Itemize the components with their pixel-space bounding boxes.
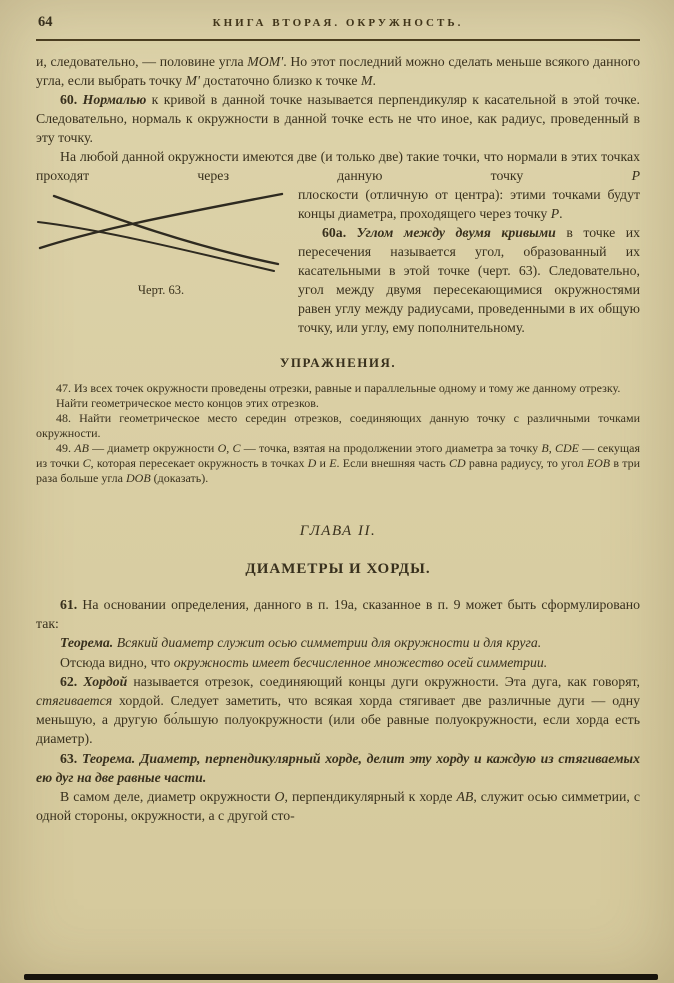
run: 49. [56, 441, 75, 455]
exercise-49 [36, 441, 640, 486]
theorem-statement: Всякий диаметр служит осью симметрии для окружности и для круга. [116, 635, 542, 651]
run-term: Углом между двумя кривыми [356, 225, 556, 240]
run-math: O [274, 789, 285, 805]
run: в три раза больше угла [36, 456, 641, 485]
run-math: B, CDE [541, 441, 579, 455]
running-title: КНИГА ВТОРАЯ. ОКРУЖНОСТЬ. [212, 17, 464, 29]
run: На основании определения, данного в п. 19а, сказанное в п. 9 может быть сформулировано так: [36, 597, 641, 632]
run-term: Хордой [83, 673, 128, 689]
run-math: EOB [586, 456, 611, 470]
run-emphasis: стягивается [36, 693, 113, 709]
run: , которая пересекает окружность в точках [90, 456, 308, 470]
run: (доказать). [150, 471, 209, 485]
section-number: 60. [60, 92, 83, 107]
figure-chart-63 [36, 188, 286, 322]
run: и, следовательно, — половине угла [36, 54, 248, 69]
run-math: P [550, 206, 560, 221]
exercise-47-task: Найти геометрическое место концов этих отрезков. [56, 396, 319, 410]
paragraph-section-63 [36, 749, 640, 787]
page-header [36, 13, 640, 35]
run-term: Нормалью [82, 92, 147, 107]
paragraph-theorem-61 [36, 633, 640, 652]
section-number: 63. [60, 750, 82, 766]
run-math: E [329, 456, 337, 470]
run: плоскости (отличную от центра): этими точками будут концы диаметра, проходящего через точку [298, 187, 640, 221]
run-math: MOM' [247, 54, 284, 69]
run-math: AB [74, 441, 89, 455]
run: . Если внешняя часть [336, 456, 449, 470]
run-emphasis: окружность имеет бесчисленное множество осей симметрии. [173, 654, 548, 670]
run: — точка, взятая на продолжении этого диаметра за точку [240, 441, 542, 455]
run: — диаметр окружности [88, 441, 218, 455]
main-text [36, 52, 640, 825]
run: — секущая из точки [36, 441, 640, 470]
chapter-text [36, 595, 640, 825]
run-math: CD [448, 456, 466, 470]
section-number: 61. [60, 597, 83, 612]
run: хордой. Следует заметить, что всякая хорда стягивает две различные дуги — одну меньшую, а другую бо́льшую полуокружности (или обе равные полуокружности, если хорда есть диаметр). [36, 693, 640, 747]
section-number: 62. [60, 673, 84, 689]
run-math: DOB [126, 471, 151, 485]
exercises-heading: УПРАЖНЕНИЯ. [279, 355, 397, 370]
scan-artifact-bar [24, 974, 658, 980]
run: , перпендикулярный к хорде [284, 789, 457, 805]
chapter-subtitle: ДИАМЕТРЫ И ХОРДЫ. [245, 561, 431, 577]
run: в точке их пересечения называется угол, образованный их касательными в этой точке (черт. 63). Следовательно, угол между двумя пересекающимися окружностями равен углу между радиусами, проведенными в их общую точку, или углу, ему пополнительному. [298, 225, 640, 335]
paragraph-section-60 [36, 90, 640, 147]
run-math: AB [456, 789, 474, 805]
run: . [559, 206, 563, 221]
run-math: O, C [217, 441, 241, 455]
run-math: C [82, 456, 91, 470]
figure-curves-drawing [36, 188, 286, 272]
header-rule [36, 39, 640, 41]
exercise-48: 48. Найти геометрическое место середин отрезков, соединяющих данную точку с различными точками окружности. [36, 411, 640, 440]
section-number: 60а. [322, 225, 357, 240]
run: В самом деле, диаметр окружности [60, 789, 275, 805]
run: называется отрезок, соединяющий концы дуги окружности. Эта дуга, как говорят, [127, 673, 640, 689]
run-math: D [307, 456, 317, 470]
run-math: P [631, 168, 640, 183]
paragraph-63-proof [36, 787, 640, 825]
theorem-label: Теорема. [60, 635, 117, 651]
run: к кривой в данной точке называется перпендикуляр к касательной в этой точке. Следовательно, нормаль к окружности в данной точке есть не что иное, как радиус, проведенный в эту точку. [36, 92, 640, 145]
paragraph-61-note [36, 653, 640, 672]
exercise-47: 47. Из всех точек окружности проведены отрезки, равные и параллельные одному и тому же данному отрезку. [56, 381, 621, 395]
theorem-label: Теорема. [81, 750, 140, 766]
paragraph-continuation [36, 52, 640, 90]
figure-caption: Черт. 63. [137, 283, 185, 297]
run: На любой данной окружности имеются две (и только две) такие точки, что нормали в этих точках проходят через данную точку [36, 149, 640, 183]
run: , служит осью симметрии, с одной стороны, окружности, а с другой сто- [36, 789, 640, 824]
chapter-title: ГЛАВА II. [299, 523, 377, 539]
theorem-statement: Диаметр, перпендикулярный хорде, делит эту хорду и каждую из стягиваемых ею дуг на две равные части. [36, 750, 640, 785]
run: . [372, 73, 376, 88]
paragraph-normals-a [36, 147, 640, 185]
run: Отсюда видно, что [60, 654, 174, 670]
paragraph-section-62 [36, 672, 640, 749]
run: и [316, 456, 330, 470]
run: . Но этот последний можно сделать меньше всякого данного угла, если выбрать точку [36, 54, 640, 88]
run-math: M' [185, 73, 200, 88]
run-math: M [360, 73, 373, 88]
run: достаточно близко к точке [199, 73, 361, 88]
run: равна радиусу, то угол [465, 456, 587, 470]
page-number: 64 [38, 14, 53, 30]
paragraph-section-61 [36, 595, 640, 633]
